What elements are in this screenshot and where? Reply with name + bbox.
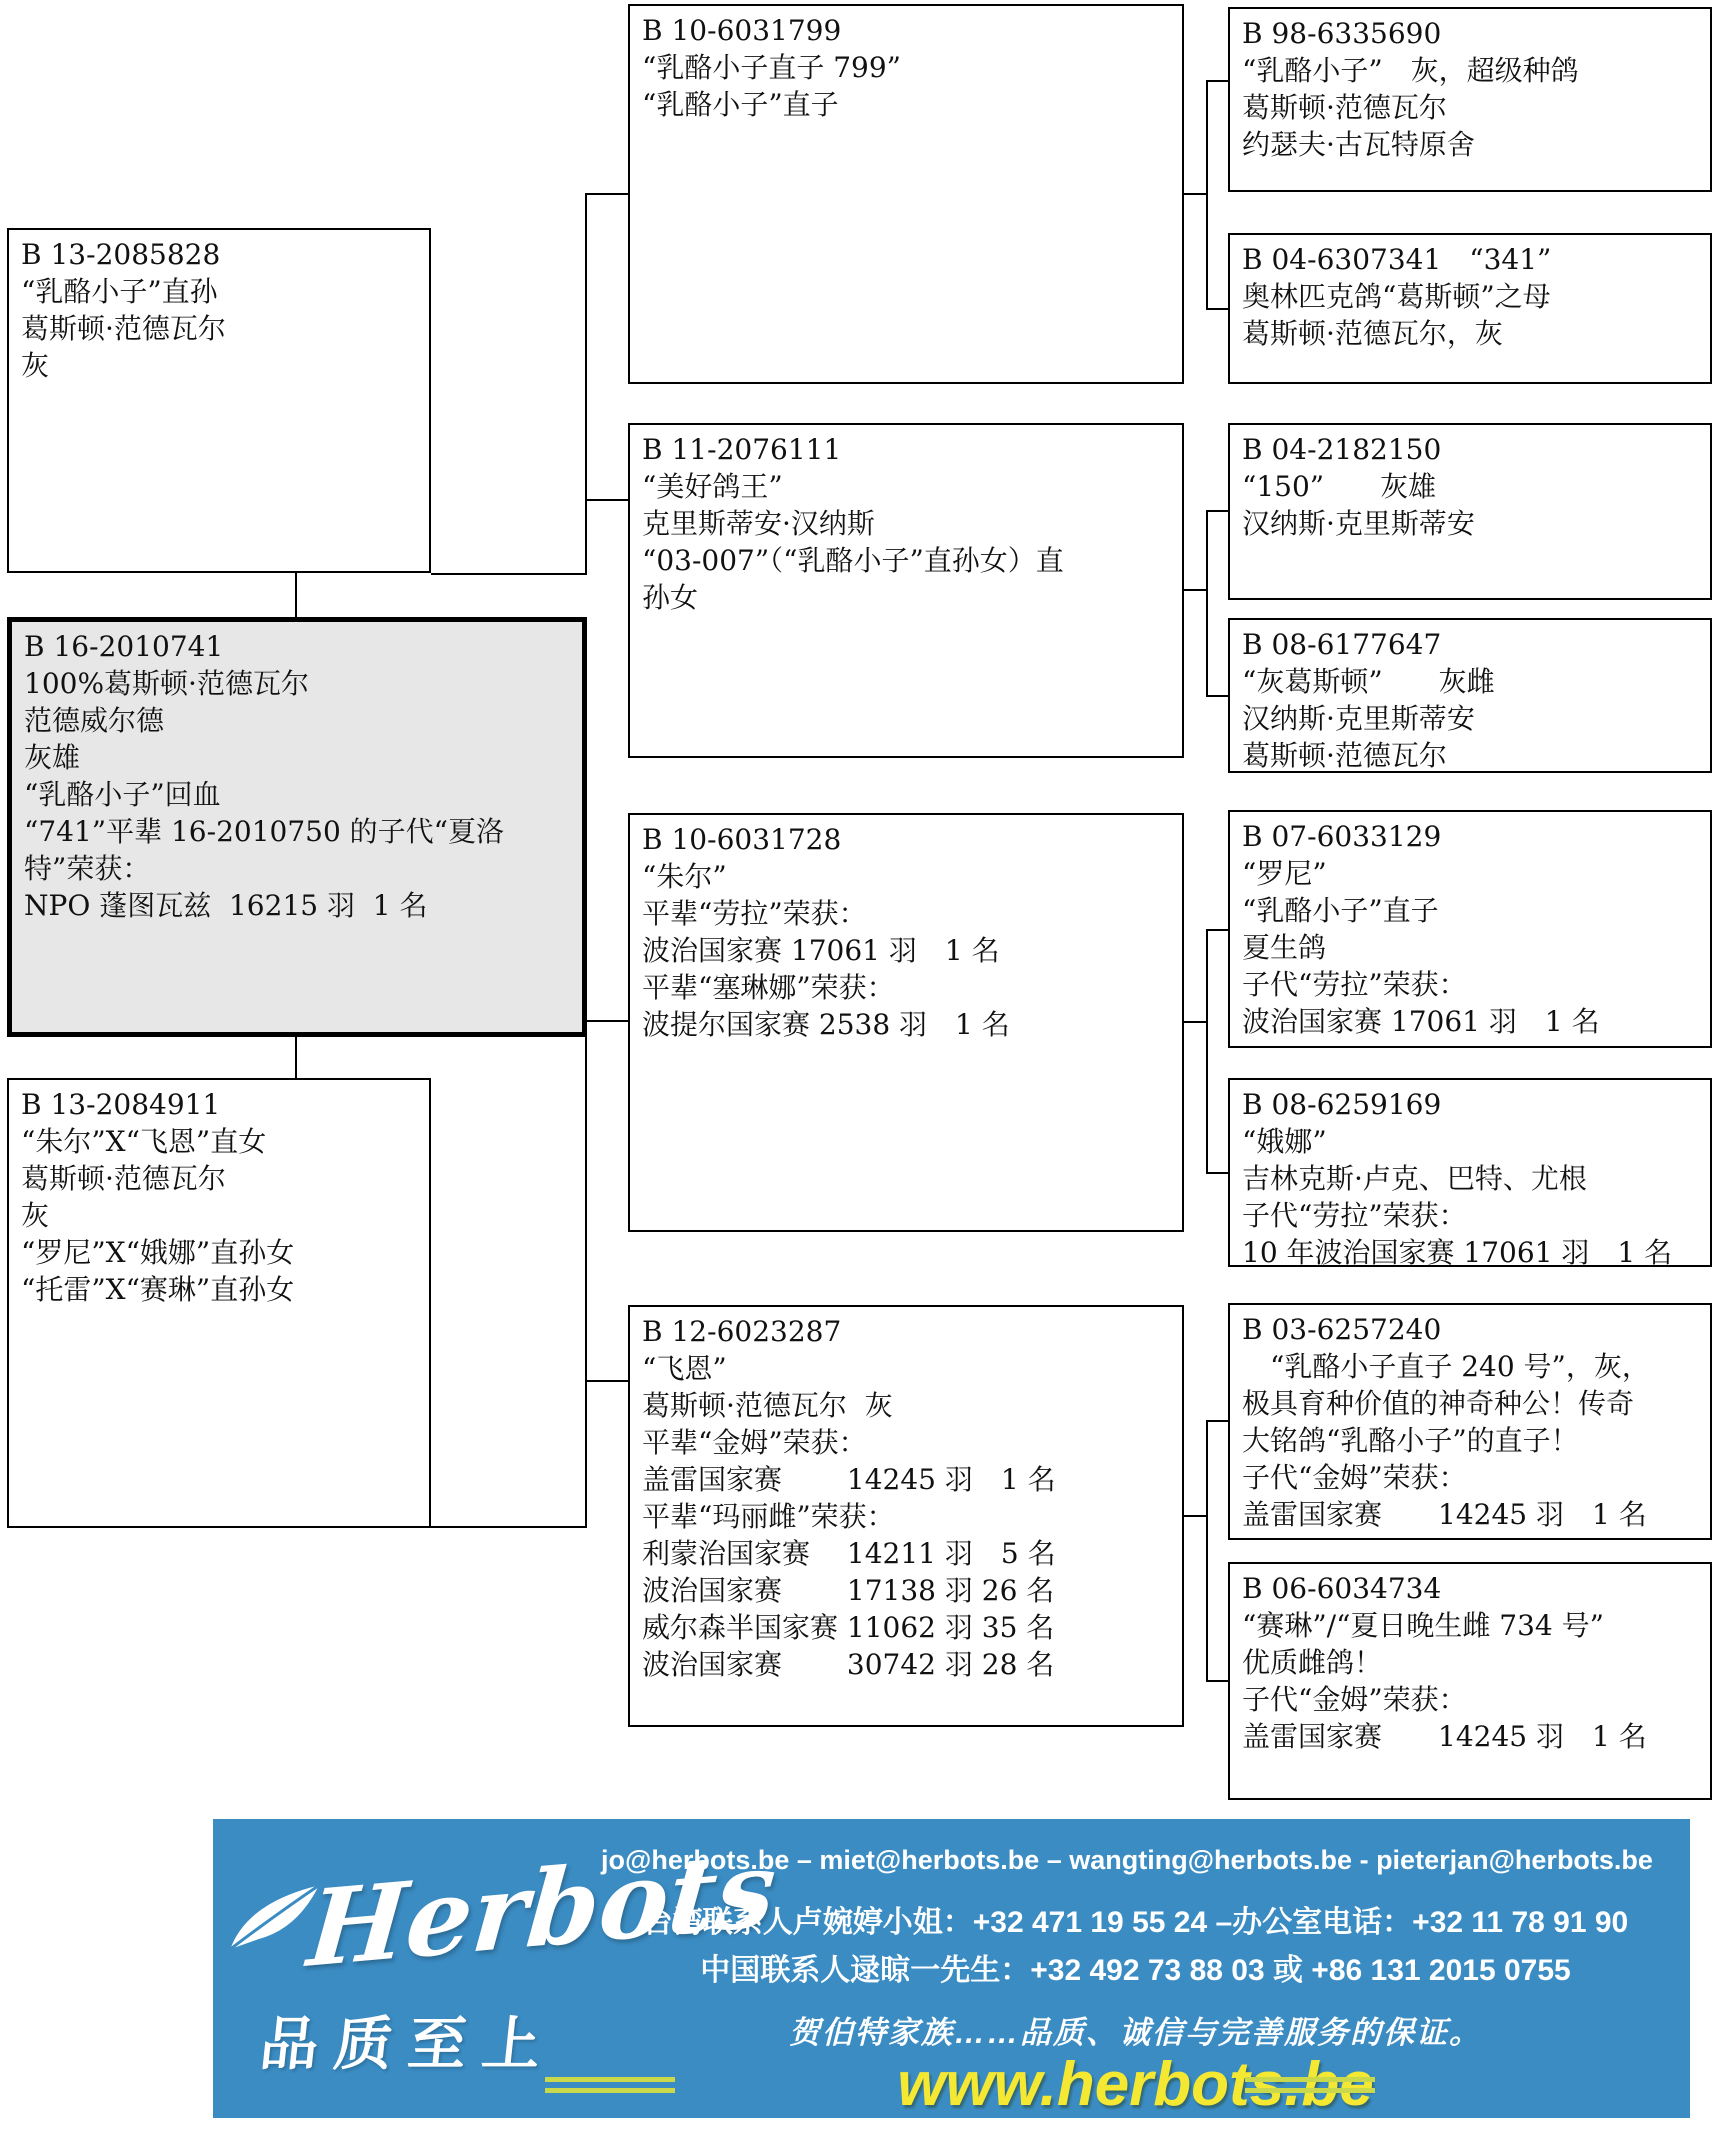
connector-subject-sire bbox=[295, 573, 297, 617]
connector-m4-h bbox=[1184, 1515, 1206, 1517]
china-contact-line: 中国联系人逯晾一先生：+32 492 73 88 03 或 +86 131 2015 0755 bbox=[700, 1954, 1571, 1987]
connector-sire-branch-v bbox=[585, 193, 587, 575]
connector-stub-r8 bbox=[1206, 1680, 1228, 1682]
box-line: “乳酪小子” 灰，超级种鸽 bbox=[1242, 54, 1579, 87]
connector-m1-v bbox=[1206, 80, 1208, 310]
box-line: 波治国家赛 17061 羽 1 名 bbox=[1242, 1005, 1600, 1038]
connector-m3-h bbox=[1184, 1021, 1206, 1023]
box-line: 子代“劳拉”荣获： bbox=[1242, 968, 1467, 1001]
pedigree-box-ggparent-5 bbox=[1228, 810, 1712, 1048]
box-line: 特”荣获： bbox=[24, 852, 151, 885]
box-line: 汉纳斯·克里斯蒂安 bbox=[1242, 507, 1475, 540]
box-line: 盖雷国家赛 14245 羽 1 名 bbox=[642, 1463, 1056, 1496]
box-line: 平辈“玛丽雌”荣获： bbox=[642, 1500, 895, 1533]
pedigree-box-ggparent-1 bbox=[1228, 7, 1712, 192]
pedigree-box-granddam-2 bbox=[628, 1305, 1184, 1727]
pedigree-box-ggparent-4 bbox=[1228, 618, 1712, 773]
box-line: “150” 灰雄 bbox=[1242, 470, 1437, 503]
box-line: 大铭鸽“乳酪小子”的直子！ bbox=[1242, 1424, 1579, 1457]
contact-emails: jo@herbots.be – miet@herbots.be – wangting@herbots.be - pieterjan@herbots.be bbox=[601, 1845, 1653, 1875]
pedigree-box-ggparent-7 bbox=[1228, 1303, 1712, 1540]
connector-stub-m2 bbox=[585, 499, 628, 501]
ring-number: B 11-2076111 bbox=[642, 433, 842, 466]
connector-stub-r7 bbox=[1206, 1420, 1228, 1422]
box-line: “托雷”X“赛琳”直孙女 bbox=[21, 1273, 295, 1306]
taiwan-contact-line: 台湾联系人卢婉婷小姐：+32 471 19 55 24 –办公室电话：+32 11 78 91 90 bbox=[642, 1906, 1629, 1939]
box-line: 利蒙治国家赛 14211 羽 5 名 bbox=[642, 1537, 1056, 1570]
box-line: 吉林克斯·卢克、巴特、尤根 bbox=[1242, 1162, 1587, 1195]
ring-number: B 10-6031799 bbox=[642, 14, 842, 47]
herbots-logo: Herbots bbox=[303, 1825, 781, 1992]
box-line: 平辈“金姆”荣获： bbox=[642, 1426, 867, 1459]
box-line: 平辈“塞琳娜”荣获： bbox=[642, 971, 895, 1004]
connector-stub-m3 bbox=[585, 1020, 628, 1022]
connector-subject-dam bbox=[295, 1037, 297, 1078]
box-line: 灰雄 bbox=[24, 741, 81, 774]
connector-dam-branch-h bbox=[431, 1526, 585, 1528]
pedigree-box-ggparent-6 bbox=[1228, 1078, 1712, 1267]
box-line: “乳酪小子”直子 bbox=[1242, 894, 1439, 927]
box-line: 灰 bbox=[21, 349, 50, 382]
connector-stub-m4 bbox=[585, 1380, 628, 1382]
box-line: 夏生鸽 bbox=[1242, 931, 1327, 964]
connector-m2-h bbox=[1184, 589, 1206, 591]
box-line: 波治国家赛 17061 羽 1 名 bbox=[642, 934, 1000, 967]
box-line: “赛琳”/“夏日晚生雌 734 号” bbox=[1242, 1609, 1604, 1642]
connector-stub-r1 bbox=[1206, 80, 1228, 82]
box-line: 汉纳斯·克里斯蒂安 bbox=[1242, 702, 1475, 735]
pedigree-box-grandsire-2 bbox=[628, 813, 1184, 1232]
box-line: “741”平辈 16-2010750 的子代“夏洛 bbox=[24, 815, 504, 848]
box-line: 波治国家赛 17138 羽 26 名 bbox=[642, 1574, 1055, 1607]
box-line: “乳酪小子直子 799” bbox=[642, 51, 901, 84]
ring-number: B 12-6023287 bbox=[642, 1315, 842, 1348]
box-line: “03-007”（“乳酪小子”直孙女）直 bbox=[642, 544, 1064, 577]
box-line: 孙女 bbox=[642, 581, 699, 614]
box-line: “灰葛斯顿” 灰雌 bbox=[1242, 665, 1495, 698]
box-line: 盖雷国家赛 14245 羽 1 名 bbox=[1242, 1720, 1647, 1753]
ring-number: B 04-2182150 bbox=[1242, 433, 1442, 466]
ring-number: B 16-2010741 bbox=[24, 630, 224, 663]
ring-number: B 06-6034734 bbox=[1242, 1572, 1442, 1605]
quality-slogan: 品质至上 bbox=[257, 2012, 560, 2077]
box-line: 葛斯顿·范德瓦尔，灰 bbox=[1242, 317, 1503, 350]
connector-sire-branch-h bbox=[431, 573, 585, 575]
connector-dam-branch-v bbox=[585, 1020, 587, 1528]
box-line: 极具育种价值的神奇种公！传奇 bbox=[1242, 1387, 1635, 1420]
website-url: www.herbots.be bbox=[897, 2050, 1374, 2119]
box-line: “罗尼” bbox=[1242, 857, 1327, 890]
family-tagline: 贺伯特家族……品质、诚信与完善服务的保证。 bbox=[789, 2015, 1482, 2050]
box-line: “美好鸽王” bbox=[642, 470, 783, 503]
pedigree-box-sire bbox=[7, 228, 431, 573]
box-line: “娥娜” bbox=[1242, 1125, 1327, 1158]
box-line: 葛斯顿·范德瓦尔 bbox=[1242, 739, 1447, 772]
box-line: 约瑟夫·古瓦特原舍 bbox=[1242, 128, 1475, 161]
box-line: “罗尼”X“娥娜”直孙女 bbox=[21, 1236, 295, 1269]
ring-number: B 13-2084911 bbox=[21, 1088, 221, 1121]
box-line: 葛斯顿·范德瓦尔 bbox=[1242, 91, 1447, 124]
box-line: 范德威尔德 bbox=[24, 704, 165, 737]
connector-stub-r3 bbox=[1206, 510, 1228, 512]
ring-number: B 10-6031728 bbox=[642, 823, 842, 856]
box-line: 威尔森半国家赛 11062 羽 35 名 bbox=[642, 1611, 1055, 1644]
box-line: 子代“金姆”荣获： bbox=[1242, 1683, 1467, 1716]
box-line: “乳酪小子直子 240 号”，灰， bbox=[1242, 1350, 1650, 1383]
box-line: “朱尔”X“飞恩”直女 bbox=[21, 1125, 267, 1158]
box-line: 葛斯顿·范德瓦尔 bbox=[21, 1162, 226, 1195]
box-line: 盖雷国家赛 14245 羽 1 名 bbox=[1242, 1498, 1647, 1531]
pedigree-box-granddam-1 bbox=[628, 423, 1184, 758]
box-line: 克里斯蒂安·汉纳斯 bbox=[642, 507, 875, 540]
ring-number: B 04-6307341 “341” bbox=[1242, 243, 1552, 276]
connector-m3-v bbox=[1206, 929, 1208, 1174]
ring-number: B 07-6033129 bbox=[1242, 820, 1442, 853]
ring-number: B 08-6259169 bbox=[1242, 1088, 1442, 1121]
ring-number: B 03-6257240 bbox=[1242, 1313, 1442, 1346]
box-line: 子代“金姆”荣获： bbox=[1242, 1461, 1467, 1494]
decor-bar-left bbox=[545, 2077, 675, 2093]
ring-number: B 08-6177647 bbox=[1242, 628, 1442, 661]
box-line: 100%葛斯顿·范德瓦尔 bbox=[24, 667, 309, 700]
box-line: 子代“劳拉”荣获： bbox=[1242, 1199, 1467, 1232]
pedigree-box-dam bbox=[7, 1078, 431, 1528]
box-line: 葛斯顿·范德瓦尔 灰 bbox=[642, 1389, 893, 1422]
decor-bar-right bbox=[1245, 2077, 1375, 2093]
pedigree-box-ggparent-2 bbox=[1228, 233, 1712, 384]
pedigree-box-ggparent-3 bbox=[1228, 423, 1712, 600]
ring-number: B 13-2085828 bbox=[21, 238, 221, 271]
box-line: “朱尔” bbox=[642, 860, 727, 893]
box-line: “乳酪小子”回血 bbox=[24, 778, 221, 811]
herbots-banner bbox=[213, 1819, 1690, 2118]
connector-stub-r2 bbox=[1206, 308, 1228, 310]
box-line: “乳酪小子”直子 bbox=[642, 88, 839, 121]
box-line: 波治国家赛 30742 羽 28 名 bbox=[642, 1648, 1055, 1681]
connector-stub-r6 bbox=[1206, 1172, 1228, 1174]
box-line: 葛斯顿·范德瓦尔 bbox=[21, 312, 226, 345]
pedigree-box-grandsire-1 bbox=[628, 4, 1184, 384]
box-line: 平辈“劳拉”荣获： bbox=[642, 897, 867, 930]
box-line: 优质雌鸽！ bbox=[1242, 1646, 1383, 1679]
box-line: “乳酪小子”直孙 bbox=[21, 275, 218, 308]
pedigree-box-ggparent-8 bbox=[1228, 1562, 1712, 1800]
box-line: 波提尔国家赛 2538 羽 1 名 bbox=[642, 1008, 1010, 1041]
connector-stub-r4 bbox=[1206, 695, 1228, 697]
box-line: 10 年波治国家赛 17061 羽 1 名 bbox=[1242, 1236, 1673, 1269]
box-line: 灰 bbox=[21, 1199, 50, 1232]
ring-number: B 98-6335690 bbox=[1242, 17, 1442, 50]
connector-m4-v bbox=[1206, 1420, 1208, 1682]
box-line: NPO 蓬图瓦兹 16215 羽 1 名 bbox=[24, 889, 428, 922]
connector-m2-v bbox=[1206, 510, 1208, 697]
pedigree-box-subject bbox=[7, 617, 587, 1037]
box-line: 奥林匹克鸽“葛斯顿”之母 bbox=[1242, 280, 1551, 313]
connector-stub-m1 bbox=[585, 193, 628, 195]
connector-m1-h bbox=[1184, 193, 1206, 195]
box-line: “飞恩” bbox=[642, 1352, 727, 1385]
connector-stub-r5 bbox=[1206, 929, 1228, 931]
